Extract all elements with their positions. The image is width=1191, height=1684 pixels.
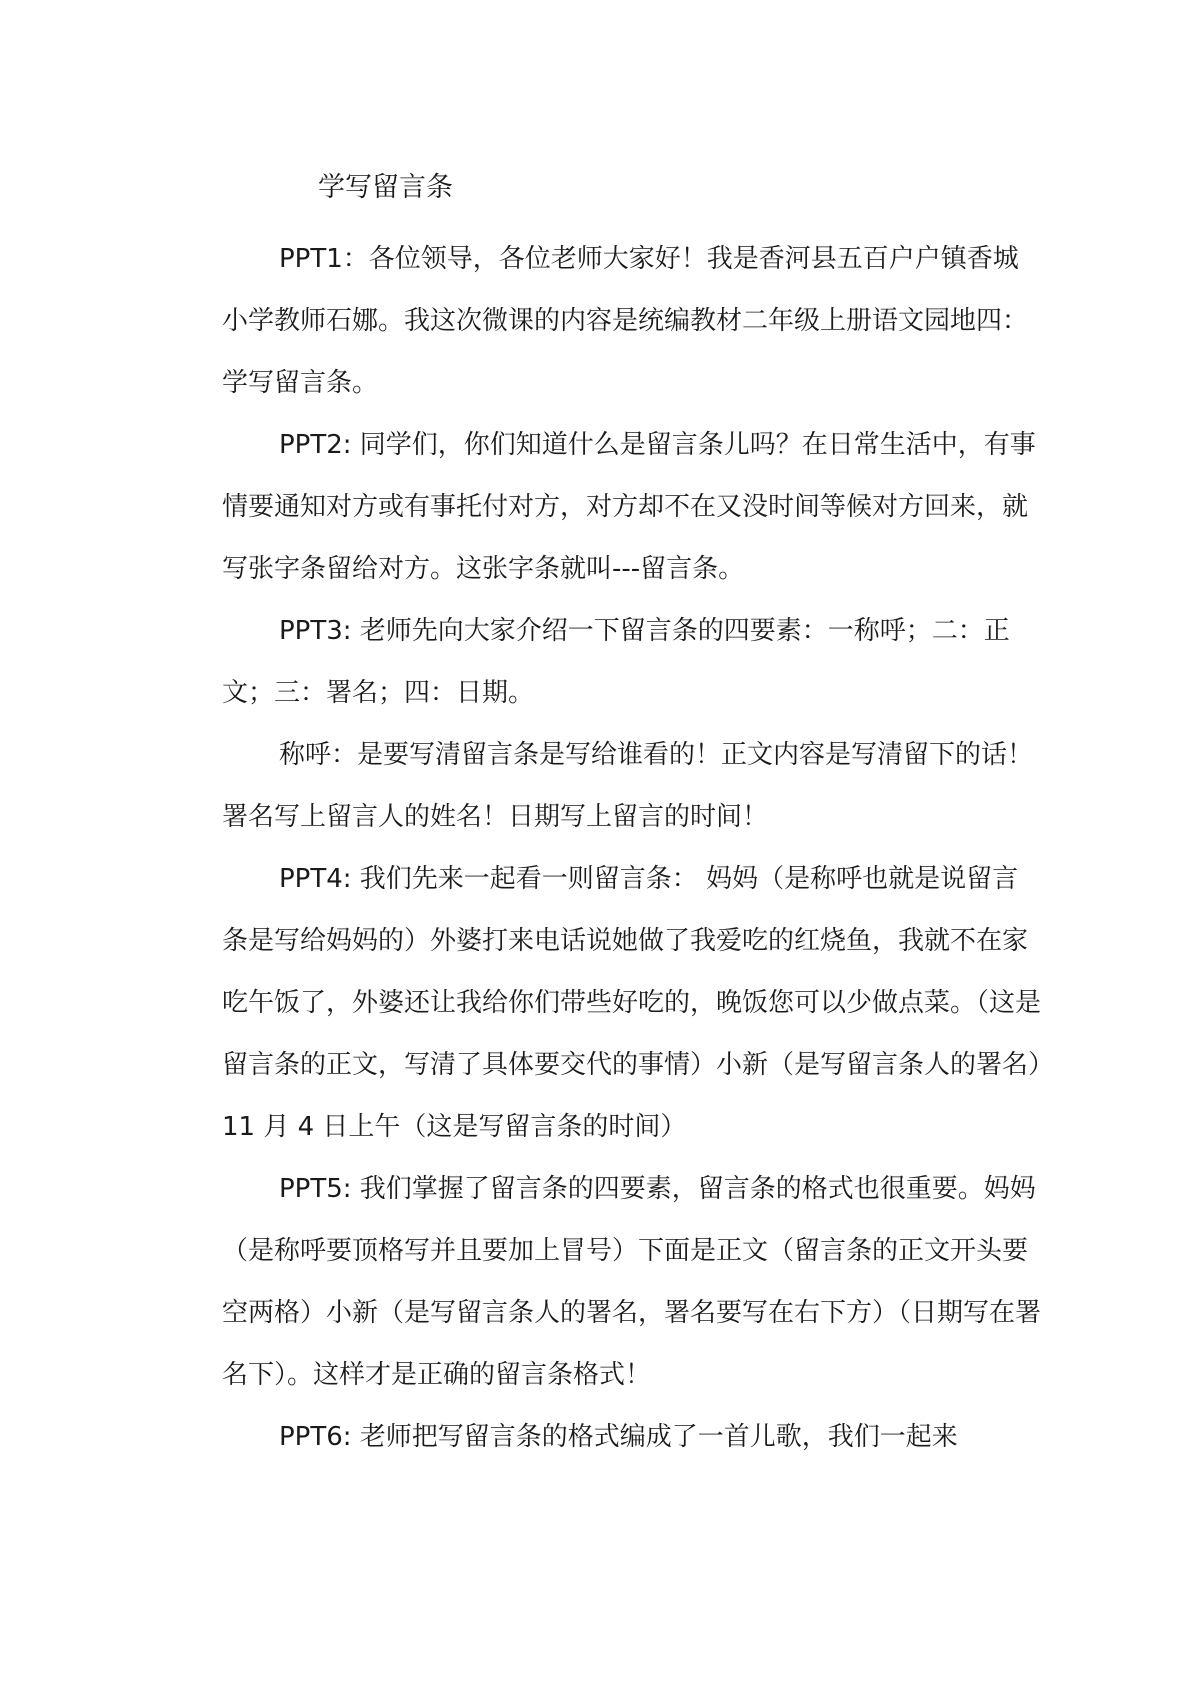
paragraph-ppt2: PPT2: 同学们，你们知道什么是留言条儿吗？在日常生活中，有事情要通知对方或有事托付对方，对方却不在又没时间等候对方回来，就写张字条留给对方。这张字条就叫---留言条。 [222,430,1036,584]
document-title: 学写留言条 [318,172,453,203]
paragraph-ppt6: PPT6: 老师把写留言条的格式编成了一首儿歌，我们一起来 [279,1422,958,1452]
paragraph-ppt1: PPT1：各位领导，各位老师大家好！我是香河县五百户户镇香城小学教师石娜。我这次微课的内容是统编教材二年级上册语文园地四：学写留言条。 [222,244,1029,398]
paragraph-ppt5: PPT5: 我们掌握了留言条的四要素，留言条的格式也很重要。妈妈（是称呼要顶格写并且要加上冒号）下面是正文（留言条的正文开头要空两格）小新（是写留言条人的署名，署名要写在右下方）（日期写在署名下）。这样才是正确的留言条格式！ [222,1174,1042,1390]
paragraph-ppt3: PPT3: 老师先向大家介绍一下留言条的四要素：一称呼；二：正文；三：署名；四：日期。 [222,616,1010,708]
paragraph-ppt4: PPT4: 我们先来一起看一则留言条： 妈妈（是称呼也就是说留言条是写给妈妈的）外婆打来电话说她做了我爱吃的红烧鱼，我就不在家吃午饭了，外婆还让我给你们带些好吃的，晚饭您可以少做点菜。（这是留言条的正文，写清了具体要交代的事情）小新（是写留言条人的署名）11 月 4 日上午（这是写留言条的时间） [222,864,1042,1142]
document-body [222,228,1042,1468]
paragraph-elements-explanation: 称呼：是要写清留言条是写给谁看的！正文内容是写清留下的话！署名写上留言人的姓名！日期写上留言的时间！ [222,740,1034,832]
